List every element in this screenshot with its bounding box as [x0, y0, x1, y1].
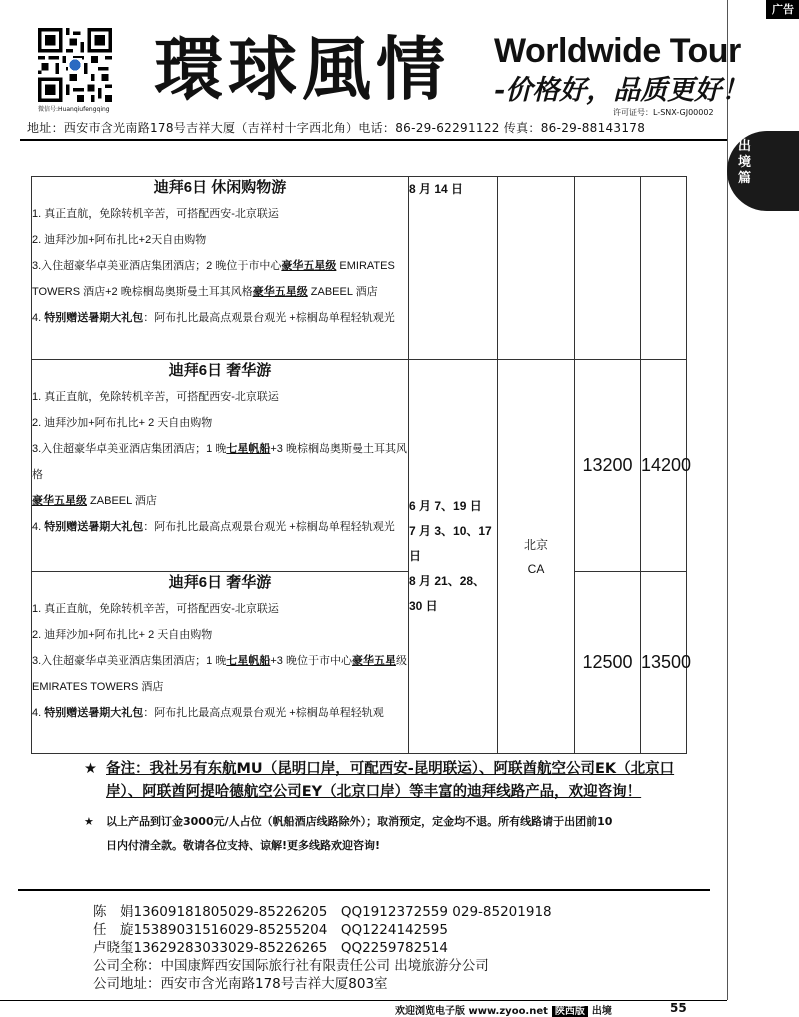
contact-line: 卢晓玺13629283033029-85226265 QQ2259782514 — [93, 940, 448, 956]
footer-text: 欢迎浏览电子版 www.zyoo.net 陕西版 出境 — [395, 1006, 612, 1017]
route-line: 1. 真正直航，免除转机辛苦，可搭配西安-北京联运 — [32, 208, 279, 220]
route-title: 迪拜6日 奢华游 — [168, 362, 272, 379]
highlight-text: 豪华五星级 — [281, 260, 337, 272]
table-row — [32, 572, 687, 754]
notes — [84, 758, 684, 858]
page-edge-rule — [727, 0, 728, 1000]
contact-line: 任 旋15389031516029-85255204 QQ1224142595 — [93, 922, 448, 938]
slogan: -价格好，品质更好！ — [494, 75, 749, 106]
departure-dates: 6 月 7、19 日 7 月 3、10、17 日 8 月 21、28、 30 日 — [409, 360, 498, 754]
route-description — [32, 360, 409, 572]
brand-english-name: Worldwide Tour — [494, 32, 741, 70]
price-cell: 12500 — [575, 572, 641, 754]
edition-tag: 陕西版 — [552, 1006, 588, 1017]
header-rule — [20, 139, 727, 141]
ad-tag: 广告 — [766, 0, 799, 19]
star-icon: ★ — [84, 761, 97, 777]
route-line: 2. 迪拜沙加+阿布扎比+ 2 天自由购物 — [32, 629, 213, 641]
highlight-text: 豪华五星 — [351, 655, 396, 667]
price-cell: 14200 — [641, 360, 687, 572]
departure-city: 北京 CA — [498, 360, 575, 754]
contact-rule — [18, 889, 710, 891]
section-tab-label: 出境篇 — [738, 139, 752, 186]
city-cell — [498, 177, 575, 360]
company-address: 公司地址：西安市含光南路178号吉祥大厦803室 — [93, 976, 388, 992]
price-cell — [575, 177, 641, 360]
route-line: 1. 真正直航，免除转机辛苦，可搭配西安-北京联运 — [32, 603, 279, 615]
departure-dates: 8 月 14 日 — [409, 177, 498, 360]
license-number: 许可证号：L-SNX-GJ00002 — [613, 108, 714, 117]
qr-code-image — [38, 28, 112, 102]
company-name: 公司全称：中国康辉西安国际旅行社有限责任公司 出境旅游分公司 — [93, 958, 489, 974]
brand-name: 環球風情 — [154, 29, 450, 110]
route-line: 4. 特别赠送暑期大礼包：阿布扎比最高点观景台观光 +棕榈岛单程轻轨观光 — [32, 312, 395, 324]
contact-line: 陈 娟13609181805029-85226205 QQ1912372559 029-85201918 — [93, 904, 552, 920]
route-description — [32, 177, 409, 360]
star-icon: ★ — [84, 815, 94, 828]
section-tab — [727, 131, 799, 211]
route-title: 迪拜6日 休闲购物游 — [153, 179, 287, 196]
route-line: 1. 真正直航，免除转机辛苦，可搭配西安-北京联运 — [32, 391, 279, 403]
highlight-text: 豪华五星级 — [252, 286, 308, 298]
table-row — [32, 360, 687, 572]
note-remark: ★ 备注：我社另有东航MU（昆明口岸，可配西安-昆明联运）、阿联酋航空公司EK（北京口 岸）、阿联酋阿提哈德航空公司EY（北京口岸）等丰富的迪拜线路产品，欢迎咨询！ — [84, 758, 684, 804]
route-line: 4. 特别赠送暑期大礼包：阿布扎比最高点观景台观光 +棕榈岛单程轻轨观 — [32, 707, 384, 719]
price-cell: 13500 — [641, 572, 687, 754]
page-number: 55 — [670, 1001, 687, 1015]
route-table — [31, 176, 692, 754]
company-address-line: 地址：西安市含光南路178号吉祥大厦（吉祥村十字西北角）电话：86-29-62291122 传真：86-29-88143178 — [27, 121, 646, 135]
route-line: 4. 特别赠送暑期大礼包：阿布扎比最高点观景台观光 +棕榈岛单程轻轨观光 — [32, 521, 395, 533]
route-title: 迪拜6日 奢华游 — [168, 574, 272, 591]
route-line: 3.入住超豪华卓美亚酒店集团酒店；2 晚位于市中心豪华五星级 EMIRATES TOWERS 酒店+2 晚棕榈岛奥斯曼土耳其风格豪华五星级 ZABEEL 酒店 — [32, 260, 395, 298]
wechat-id: 微信号:Huanqiufengqing — [38, 106, 110, 113]
footer-rule — [0, 1000, 727, 1001]
price-cell — [641, 177, 687, 360]
route-line: 2. 迪拜沙加+阿布扎比+2天自由购物 — [32, 234, 207, 246]
route-line: 3.入住超豪华卓美亚酒店集团酒店；1 晚七星帆船+3 晚棕榈岛奥斯曼土耳其风格 豪华五星级 ZABEEL 酒店 — [32, 443, 407, 507]
highlight-text: 七星帆船 — [226, 655, 271, 667]
highlight-text: 豪华五星级 — [32, 495, 87, 507]
contact-list — [93, 903, 552, 993]
table-row — [32, 177, 687, 360]
route-line: 3.入住超豪华卓美亚酒店集团酒店；1 晚七星帆船+3 晚位于市中心豪华五星级 EMIRATES TOWERS 酒店 — [32, 655, 407, 693]
highlight-text: 七星帆船 — [226, 443, 271, 455]
route-line: 2. 迪拜沙加+阿布扎比+ 2 天自由购物 — [32, 417, 213, 429]
route-description — [32, 572, 409, 754]
note-deposit: ★ 以上产品到订金3000元/人占位（帆船酒店线路除外）；取消预定，定金均不退。所有线路请于出团前10 日内付清全款。敬请各位支持、谅解!更多线路欢迎咨询! — [84, 810, 684, 858]
price-cell: 13200 — [575, 360, 641, 572]
